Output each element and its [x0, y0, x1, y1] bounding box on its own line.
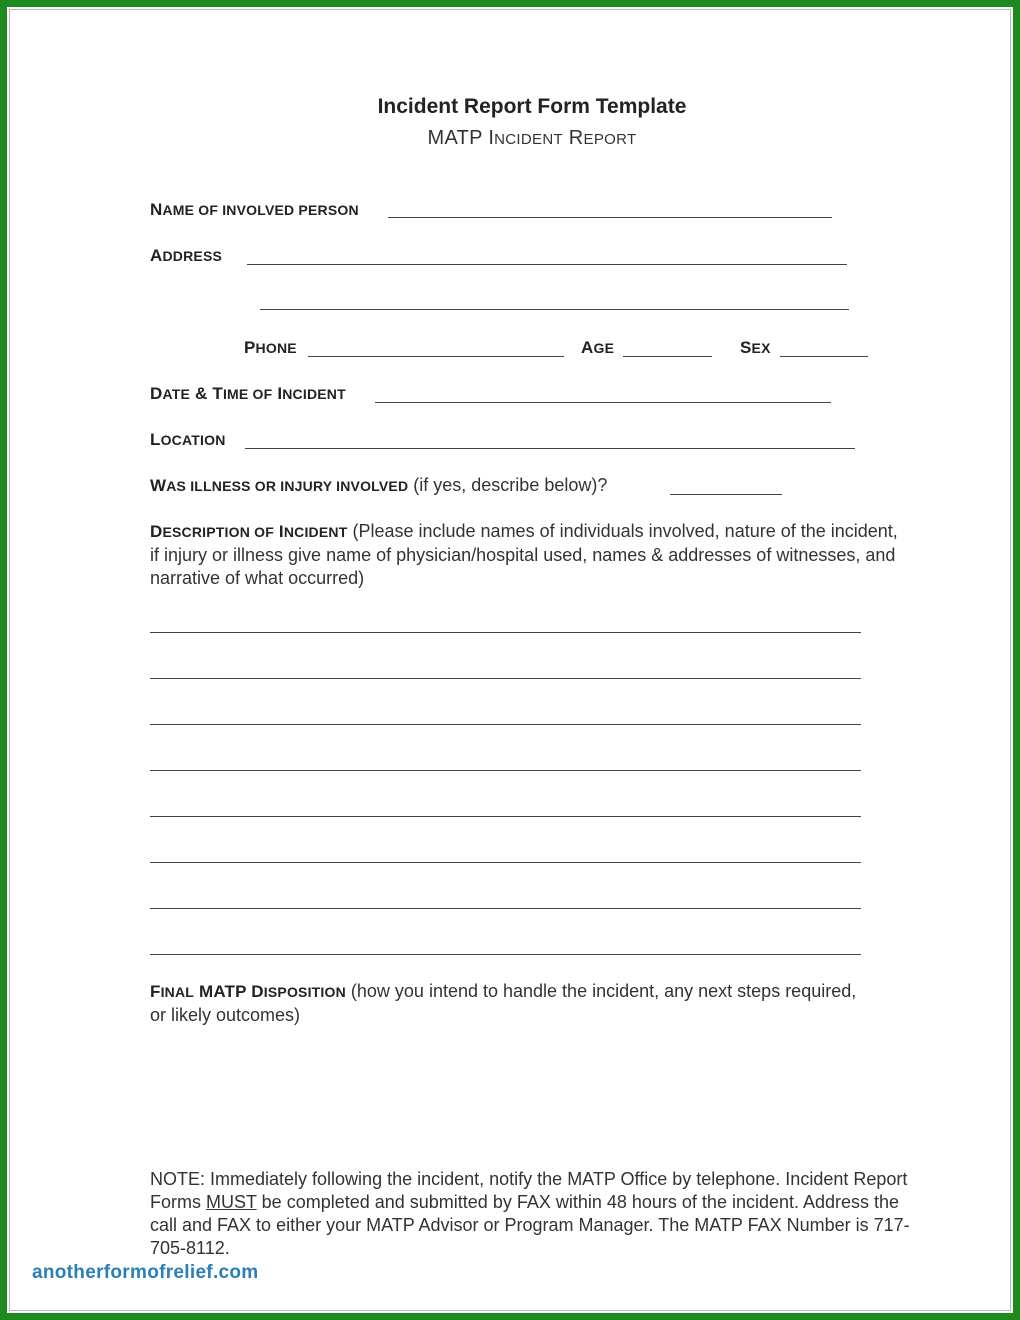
sex-label: SEX: [740, 338, 771, 357]
description-block: [150, 520, 910, 590]
description-label: DESCRIPTION OF INCIDENT: [150, 522, 348, 541]
description-line-3[interactable]: [150, 724, 861, 725]
location-field[interactable]: [245, 448, 855, 449]
name-label: NAME OF INVOLVED PERSON: [150, 200, 359, 219]
page-title: Incident Report Form Template: [377, 95, 687, 118]
phone-field[interactable]: [308, 356, 564, 357]
address-field-line1[interactable]: [247, 264, 847, 265]
illness-label: WAS ILLNESS OR INJURY INVOLVED (if yes, describe below)?: [150, 475, 608, 495]
subtitle-cap: MATP I: [427, 127, 495, 149]
age-field[interactable]: [623, 356, 712, 357]
address-label: ADDRESS: [150, 246, 223, 265]
watermark-text: anotherformofrelief.com: [32, 1262, 259, 1283]
date-time-label: DATE & TIME OF INCIDENT: [150, 384, 346, 403]
must-emphasis: MUST: [206, 1192, 257, 1212]
location-label: LOCATION: [150, 430, 226, 449]
description-line-8[interactable]: [150, 954, 861, 955]
note-paragraph: NOTE: Immediately following the incident, notify the MATP Office by telephone. Incident Report Forms MUST be completed and submitted by FAX within 48 hours of the incident. Address the call and FAX to either your MATP Advisor or Program Manager. The MATP FAX Number is 717-705-8112.: [150, 1169, 910, 1258]
date-time-field[interactable]: [375, 402, 831, 403]
disposition-instructions: (how you intend to handle the incident, any next steps required, or likely outcomes): [150, 981, 857, 1025]
disposition-block: [150, 980, 870, 1027]
description-instructions: (Please include names of individuals involved, nature of the incident, if injury or illness give name of physician/hospital used, names & addresses of witnesses, and narrative of what occurred): [150, 521, 898, 588]
address-field-line2[interactable]: [260, 309, 849, 310]
description-line-4[interactable]: [150, 770, 861, 771]
sex-field[interactable]: [780, 356, 868, 357]
description-line-7[interactable]: [150, 908, 861, 909]
description-line-1[interactable]: [150, 632, 861, 633]
page-subtitle: [0, 127, 1020, 150]
description-line-5[interactable]: [150, 816, 861, 817]
description-line-2[interactable]: [150, 678, 861, 679]
description-line-6[interactable]: [150, 862, 861, 863]
disposition-label: FINAL MATP DISPOSITION: [150, 982, 346, 1001]
subtitle-small: EPORT: [583, 131, 637, 148]
subtitle-cap: R: [562, 127, 584, 149]
subtitle-small: NCIDENT: [494, 131, 563, 148]
illness-field[interactable]: [670, 494, 782, 495]
name-field[interactable]: [388, 217, 832, 218]
phone-label: PHONE: [244, 338, 297, 357]
age-label: AGE: [581, 338, 615, 357]
